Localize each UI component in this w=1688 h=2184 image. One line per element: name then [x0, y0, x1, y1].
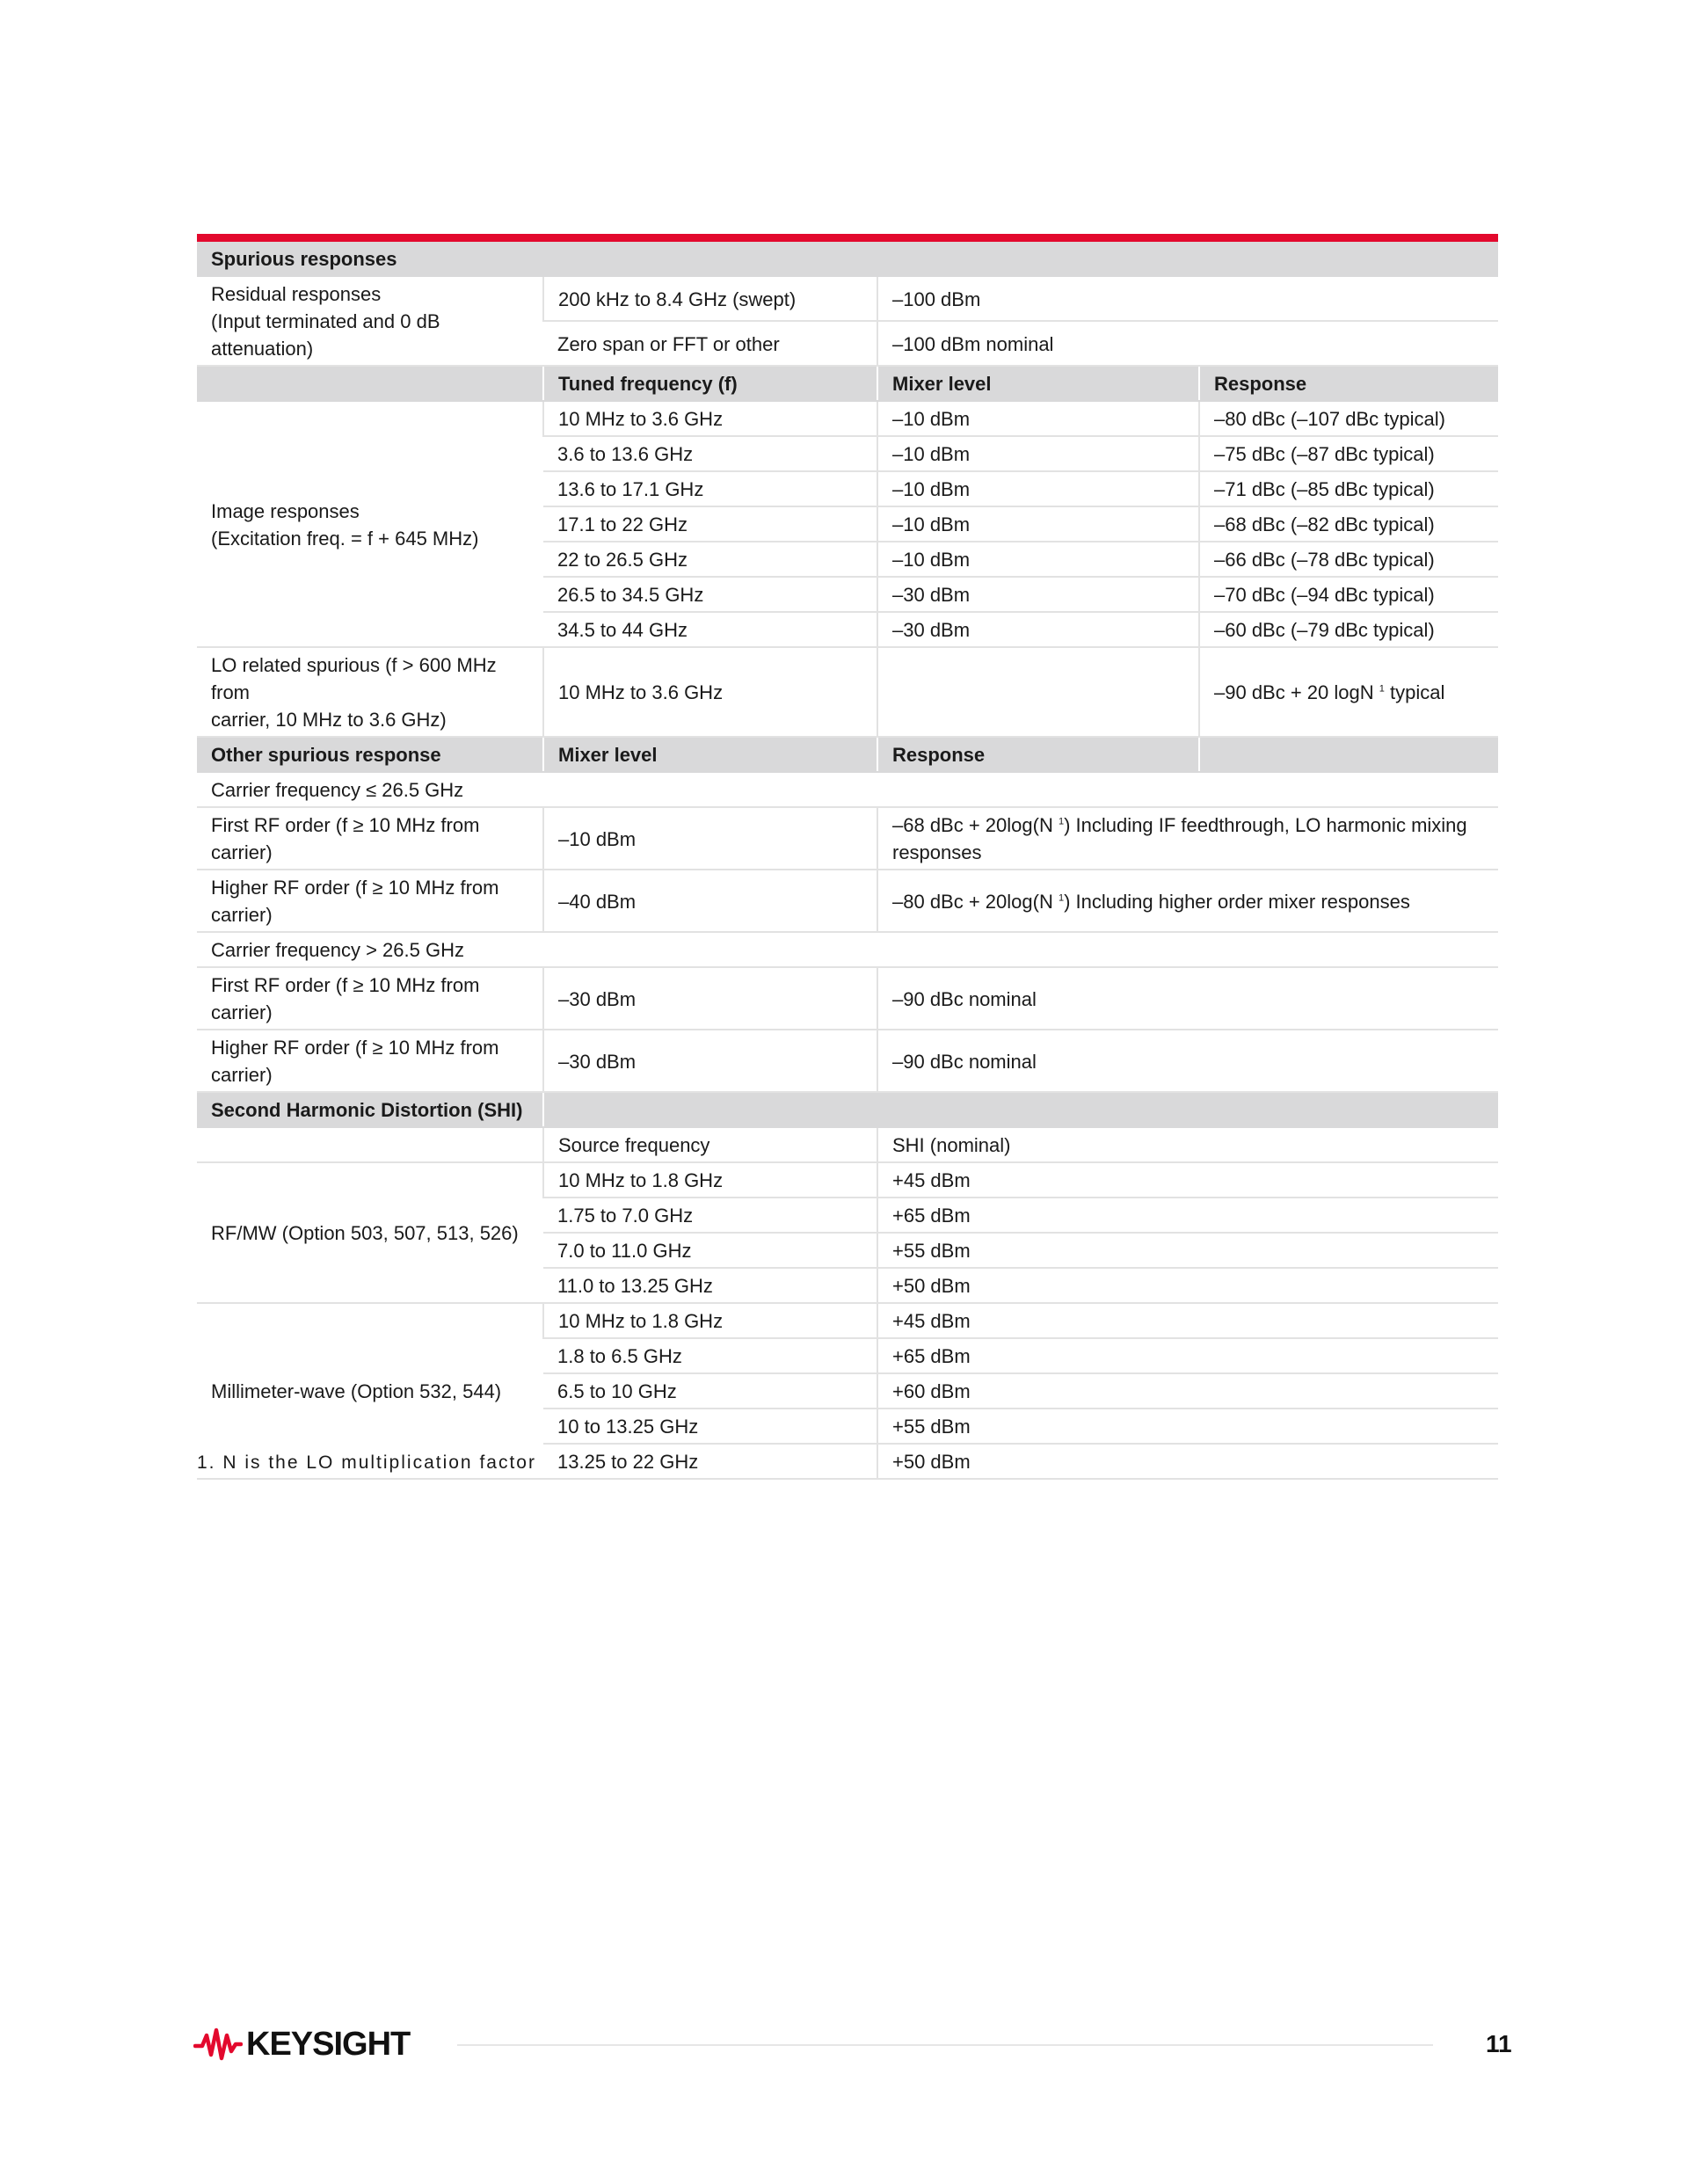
table-cell: 10 MHz to 3.6 GHz	[543, 401, 877, 436]
table-cell: 10 MHz to 3.6 GHz	[543, 647, 877, 737]
table-cell	[877, 647, 1199, 737]
table-cell: 6.5 to 10 GHz	[543, 1373, 877, 1409]
response-text: –68 dBc + 20log(N	[892, 814, 1053, 836]
table-row	[197, 772, 1498, 807]
response-text: ) Including IF feedthrough, LO harmonic mixing responses	[892, 814, 1467, 863]
table-cell: 26.5 to 34.5 GHz	[543, 577, 877, 612]
table-cell: –10 dBm	[877, 506, 1199, 542]
row-label: RF/MW (Option 503, 507, 513, 526)	[197, 1162, 543, 1303]
row-label-line: Higher RF order (f ≥ 10 MHz from	[211, 877, 499, 899]
row-label	[197, 401, 543, 647]
section-header-row	[197, 1092, 1498, 1127]
row-label	[197, 647, 543, 737]
row-label-line: carrier)	[211, 904, 273, 926]
table-cell: –40 dBm	[543, 870, 877, 932]
table-cell: +65 dBm	[877, 1198, 1498, 1233]
keysight-wave-icon	[193, 2027, 243, 2062]
row-label-line: (Input terminated and 0 dB attenuation)	[211, 310, 440, 360]
table-cell: +55 dBm	[877, 1409, 1498, 1444]
row-label-line: Higher RF order (f ≥ 10 MHz from	[211, 1037, 499, 1059]
table-cell: 11.0 to 13.25 GHz	[543, 1268, 877, 1303]
table-cell: –10 dBm	[877, 471, 1199, 506]
column-header-row	[197, 737, 1498, 772]
table-row	[197, 276, 1498, 321]
table-row	[197, 932, 1498, 967]
header-cell: Response	[877, 737, 1199, 772]
row-label	[197, 276, 543, 366]
table-cell: –30 dBm	[543, 967, 877, 1030]
table-cell: 13.6 to 17.1 GHz	[543, 471, 877, 506]
brand-name: KEYSIGHT	[246, 2025, 411, 2063]
table-cell: 13.25 to 22 GHz	[543, 1444, 877, 1479]
table-cell: –90 dBc nominal	[877, 967, 1498, 1030]
footer-divider	[457, 2044, 1433, 2046]
table-row	[197, 807, 1498, 870]
row-label: First RF order (f ≥ 10 MHz from carrier)	[197, 967, 543, 1030]
table-cell: –10 dBm	[877, 401, 1199, 436]
table-cell: +45 dBm	[877, 1303, 1498, 1338]
table-cell: +45 dBm	[877, 1162, 1498, 1198]
table-cell: 34.5 to 44 GHz	[543, 612, 877, 647]
table-cell: +50 dBm	[877, 1268, 1498, 1303]
row-label-line: Residual responses	[211, 283, 382, 305]
response-text: typical	[1384, 681, 1445, 703]
section-title: Second Harmonic Distortion (SHI)	[197, 1092, 543, 1127]
table-row	[197, 1303, 1498, 1338]
row-label: First RF order (f ≥ 10 MHz from carrier)	[197, 807, 543, 870]
table-cell: 22 to 26.5 GHz	[543, 542, 877, 577]
response-text: ) Including higher order mixer responses	[1064, 890, 1410, 913]
page-number: 11	[1486, 2030, 1512, 2057]
row-label	[197, 870, 543, 932]
footnote-ref: 1	[1058, 892, 1065, 904]
table-cell	[877, 807, 1498, 870]
table-cell: –10 dBm	[877, 542, 1199, 577]
subsection-label: Carrier frequency ≤ 26.5 GHz	[197, 772, 1498, 807]
table-cell: +50 dBm	[877, 1444, 1498, 1479]
row-label-line: Image responses	[211, 499, 360, 522]
header-cell: Other spurious response	[197, 737, 543, 772]
section-header-row	[197, 242, 1498, 276]
footnote-ref: 1	[1058, 816, 1065, 827]
table-cell: 3.6 to 13.6 GHz	[543, 436, 877, 471]
table-cell: –90 dBc nominal	[877, 1030, 1498, 1092]
table-cell: 10 MHz to 1.8 GHz	[543, 1162, 877, 1198]
table-cell: –66 dBc (–78 dBc typical)	[1199, 542, 1498, 577]
table-cell: –100 dBm nominal	[877, 321, 1498, 366]
table-row	[197, 647, 1498, 737]
header-cell: Response	[1199, 366, 1498, 401]
row-label-line: carrier)	[211, 1064, 273, 1086]
table-cell: Zero span or FFT or other	[543, 321, 877, 366]
table-cell	[197, 1127, 543, 1162]
row-label: Millimeter-wave (Option 532, 544)	[197, 1303, 543, 1479]
row-label-line: carrier, 10 MHz to 3.6 GHz)	[211, 709, 447, 731]
table-row	[197, 1162, 1498, 1198]
header-cell	[1199, 737, 1498, 772]
table-row	[197, 1030, 1498, 1092]
table-cell: –30 dBm	[543, 1030, 877, 1092]
table-cell	[877, 870, 1498, 932]
subsection-label: Carrier frequency > 26.5 GHz	[197, 932, 1498, 967]
table-cell: 1.8 to 6.5 GHz	[543, 1338, 877, 1373]
table-cell: –68 dBc (–82 dBc typical)	[1199, 506, 1498, 542]
header-cell	[543, 1092, 1498, 1127]
response-text: –80 dBc + 20log(N	[892, 890, 1053, 913]
section-title: Spurious responses	[197, 242, 1498, 276]
keysight-logo	[193, 2024, 410, 2064]
table-cell: 7.0 to 11.0 GHz	[543, 1233, 877, 1268]
table-cell: 17.1 to 22 GHz	[543, 506, 877, 542]
table-row	[197, 1127, 1498, 1162]
row-label	[197, 1030, 543, 1092]
table-cell: +55 dBm	[877, 1233, 1498, 1268]
table-cell: 200 kHz to 8.4 GHz (swept)	[543, 276, 877, 321]
table-cell: SHI (nominal)	[877, 1127, 1498, 1162]
table-row	[197, 401, 1498, 436]
table-cell: +65 dBm	[877, 1338, 1498, 1373]
table-cell: –71 dBc (–85 dBc typical)	[1199, 471, 1498, 506]
table-cell: –30 dBm	[877, 577, 1199, 612]
table-row	[197, 967, 1498, 1030]
table-cell: +60 dBm	[877, 1373, 1498, 1409]
row-label-line: (Excitation freq. = f + 645 MHz)	[211, 527, 479, 550]
row-label-line: LO related spurious (f > 600 MHz from	[211, 654, 497, 703]
table-cell: 10 to 13.25 GHz	[543, 1409, 877, 1444]
header-cell: Mixer level	[543, 737, 877, 772]
footnote-ref: 1	[1379, 683, 1385, 695]
table-cell: Source frequency	[543, 1127, 877, 1162]
table-cell: –10 dBm	[543, 807, 877, 870]
header-cell	[197, 366, 543, 401]
header-cell: Mixer level	[877, 366, 1199, 401]
table-cell: 10 MHz to 1.8 GHz	[543, 1303, 877, 1338]
header-cell: Tuned frequency (f)	[543, 366, 877, 401]
column-header-row	[197, 366, 1498, 401]
table-cell	[1199, 647, 1498, 737]
table-row	[197, 870, 1498, 932]
response-text: –90 dBc + 20 logN	[1214, 681, 1374, 703]
table-cell: –100 dBm	[877, 276, 1498, 321]
spurious-table	[197, 234, 1498, 1480]
table-cell: –75 dBc (–87 dBc typical)	[1199, 436, 1498, 471]
table-cell: –10 dBm	[877, 436, 1199, 471]
table-cell: –60 dBc (–79 dBc typical)	[1199, 612, 1498, 647]
table-cell: –80 dBc (–107 dBc typical)	[1199, 401, 1498, 436]
table-cell: 1.75 to 7.0 GHz	[543, 1198, 877, 1233]
table-cell: –70 dBc (–94 dBc typical)	[1199, 577, 1498, 612]
footnote: 1. N is the LO multiplication factor	[197, 1452, 536, 1473]
table-cell: –30 dBm	[877, 612, 1199, 647]
